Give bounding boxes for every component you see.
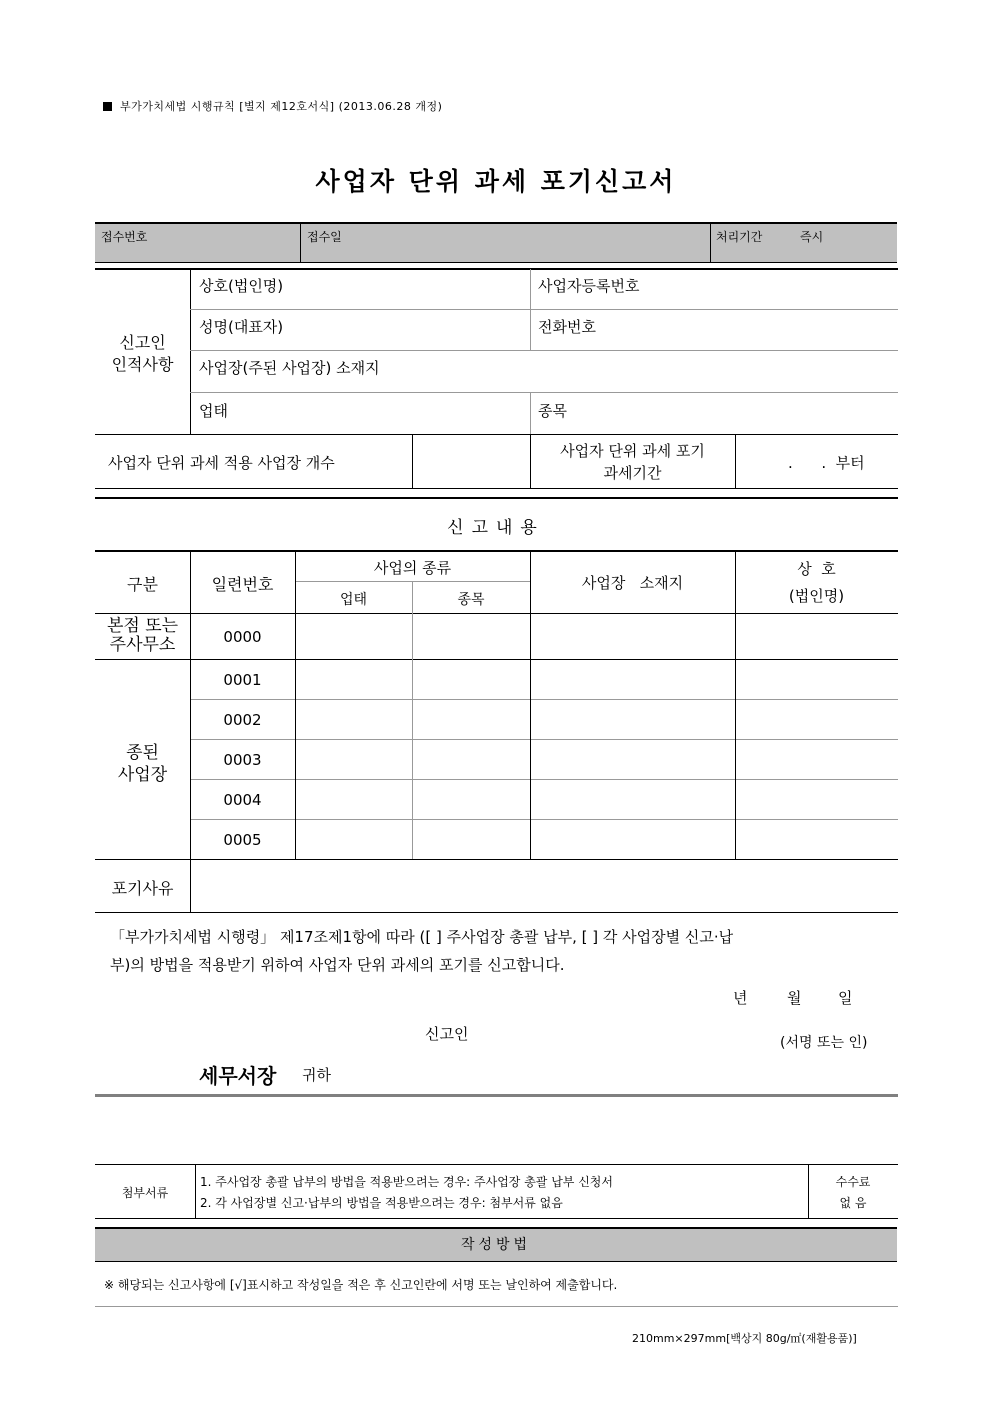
attachments-label: 첨부서류 [121,1186,169,1200]
form-header-note [103,98,442,114]
table-border [95,1164,898,1165]
branch-label: 사업장 [117,765,168,785]
registration-number-label: 사업자등록번호 [538,277,640,295]
divider [735,435,736,488]
divider [530,310,531,350]
phone-number-label: 전화번호 [538,318,596,336]
statement-line: 「부가가치세법 시행령」 제17조제1항에 따라 ([ ] 주사업장 총괄 납부, [ ] 각 사업장별 신고·납 [110,928,734,946]
black-square-icon [103,102,112,111]
reporter-section-label: 인적사항 [111,355,174,374]
serial-number: 0005 [223,831,262,849]
page-title: 사업자 단위 과세 포기신고서 [315,167,677,196]
row-divider [95,859,898,860]
row-divider [190,739,898,740]
business-name-label: 상호(법인명) [199,277,284,295]
business-type-label: 업태 [199,402,228,420]
col-category: 구분 [127,575,158,594]
serial-number: 0000 [223,628,262,646]
business-address-label: 사업장(주된 사업장) 소재지 [199,359,380,377]
reporter-sign-label: 신고인 [425,1025,469,1043]
row-divider [190,699,898,700]
row-divider [95,613,898,614]
section-border [95,497,898,499]
date-year: 년 [733,989,748,1007]
serial-number: 0002 [223,711,262,729]
attachment-item: 1. 주사업장 총괄 납부의 방법을 적용받으려는 경우: 주사업장 총괄 납부 신청서 [200,1175,613,1189]
section-border [95,1094,898,1097]
fee-value: 없 음 [839,1196,867,1210]
fee-label: 수수료 [835,1175,871,1189]
row-divider [190,779,898,780]
divider [412,582,413,859]
site-count-label: 사업자 단위 과세 적용 사업장 개수 [108,454,335,472]
header-note-text: 부가가치세법 시행규칙 [별지 제12호서식] (2013.06.28 개정) [120,100,443,113]
divider [530,393,531,434]
business-item-label: 종목 [538,402,567,420]
divider [190,269,191,434]
branch-label: 종된 [126,743,159,763]
renounce-period-label: 사업자 단위 과세 포기 [560,442,705,460]
honorific: 귀하 [302,1066,331,1084]
serial-number: 0004 [223,791,262,809]
col-business-name: (법인명) [788,587,845,605]
report-section-title: 신고내용 [447,518,545,538]
divider [710,224,711,262]
receipt-number-label: 접수번호 [101,230,148,244]
row-divider [95,488,898,489]
section-border [95,268,898,270]
receipt-date-label: 접수일 [307,230,342,244]
table-border [95,1218,898,1219]
reason-label: 포기사유 [111,879,174,898]
processing-period-value: 즉시 [800,230,824,244]
col-business-kind: 사업의 종류 [373,559,452,577]
divider [300,224,301,262]
renounce-period-label: 과세기간 [603,464,662,482]
col-item: 종목 [457,592,485,608]
paper-spec: 210mm×297mm[백상지 80g/㎡(재활용품)] [632,1332,857,1345]
date-month: 월 [787,989,802,1007]
divider [190,551,191,912]
renounce-period-value: . . 부터 [788,454,865,472]
head-office-label: 본점 또는 [106,616,179,636]
row-divider [95,659,898,660]
row-divider [190,350,898,351]
divider [530,269,531,309]
row-divider [95,434,898,435]
date-day: 일 [838,989,853,1007]
attachment-item: 2. 각 사업장별 신고·납부의 방법을 적용받으려는 경우: 첨부서류 없음 [200,1196,563,1210]
col-serial: 일련번호 [211,575,274,594]
addressee: 세무서장 [199,1064,277,1088]
col-business-name: 상 호 [797,560,836,578]
reporter-section-label: 신고인 [119,333,166,352]
row-divider [190,819,898,820]
divider [195,1165,196,1218]
serial-number: 0001 [223,671,262,689]
divider [412,435,413,488]
row-divider [190,309,898,310]
statement-line: 부)의 방법을 적용받기 위하여 사업자 단위 과세의 포기를 신고합니다. [110,956,565,974]
col-business-type: 업태 [339,592,368,608]
method-note: ※ 해당되는 신고사항에 [√]표시하고 작성일을 적은 후 신고인란에 서명 또는 날인하여 제출합니다. [104,1278,618,1292]
head-office-label: 주사무소 [109,635,176,655]
table-border [95,550,898,552]
row-divider [190,392,898,393]
divider [530,551,531,859]
col-location: 사업장 소재지 [581,574,684,592]
serial-number: 0003 [223,751,262,769]
row-divider [95,912,898,913]
section-border [95,1306,898,1307]
receipt-bar [95,222,897,263]
method-section-title: 작성방법 [95,1227,897,1262]
representative-name-label: 성명(대표자) [199,318,284,336]
signature-label: (서명 또는 인) [780,1035,868,1051]
processing-period-label: 처리기간 [716,230,763,244]
